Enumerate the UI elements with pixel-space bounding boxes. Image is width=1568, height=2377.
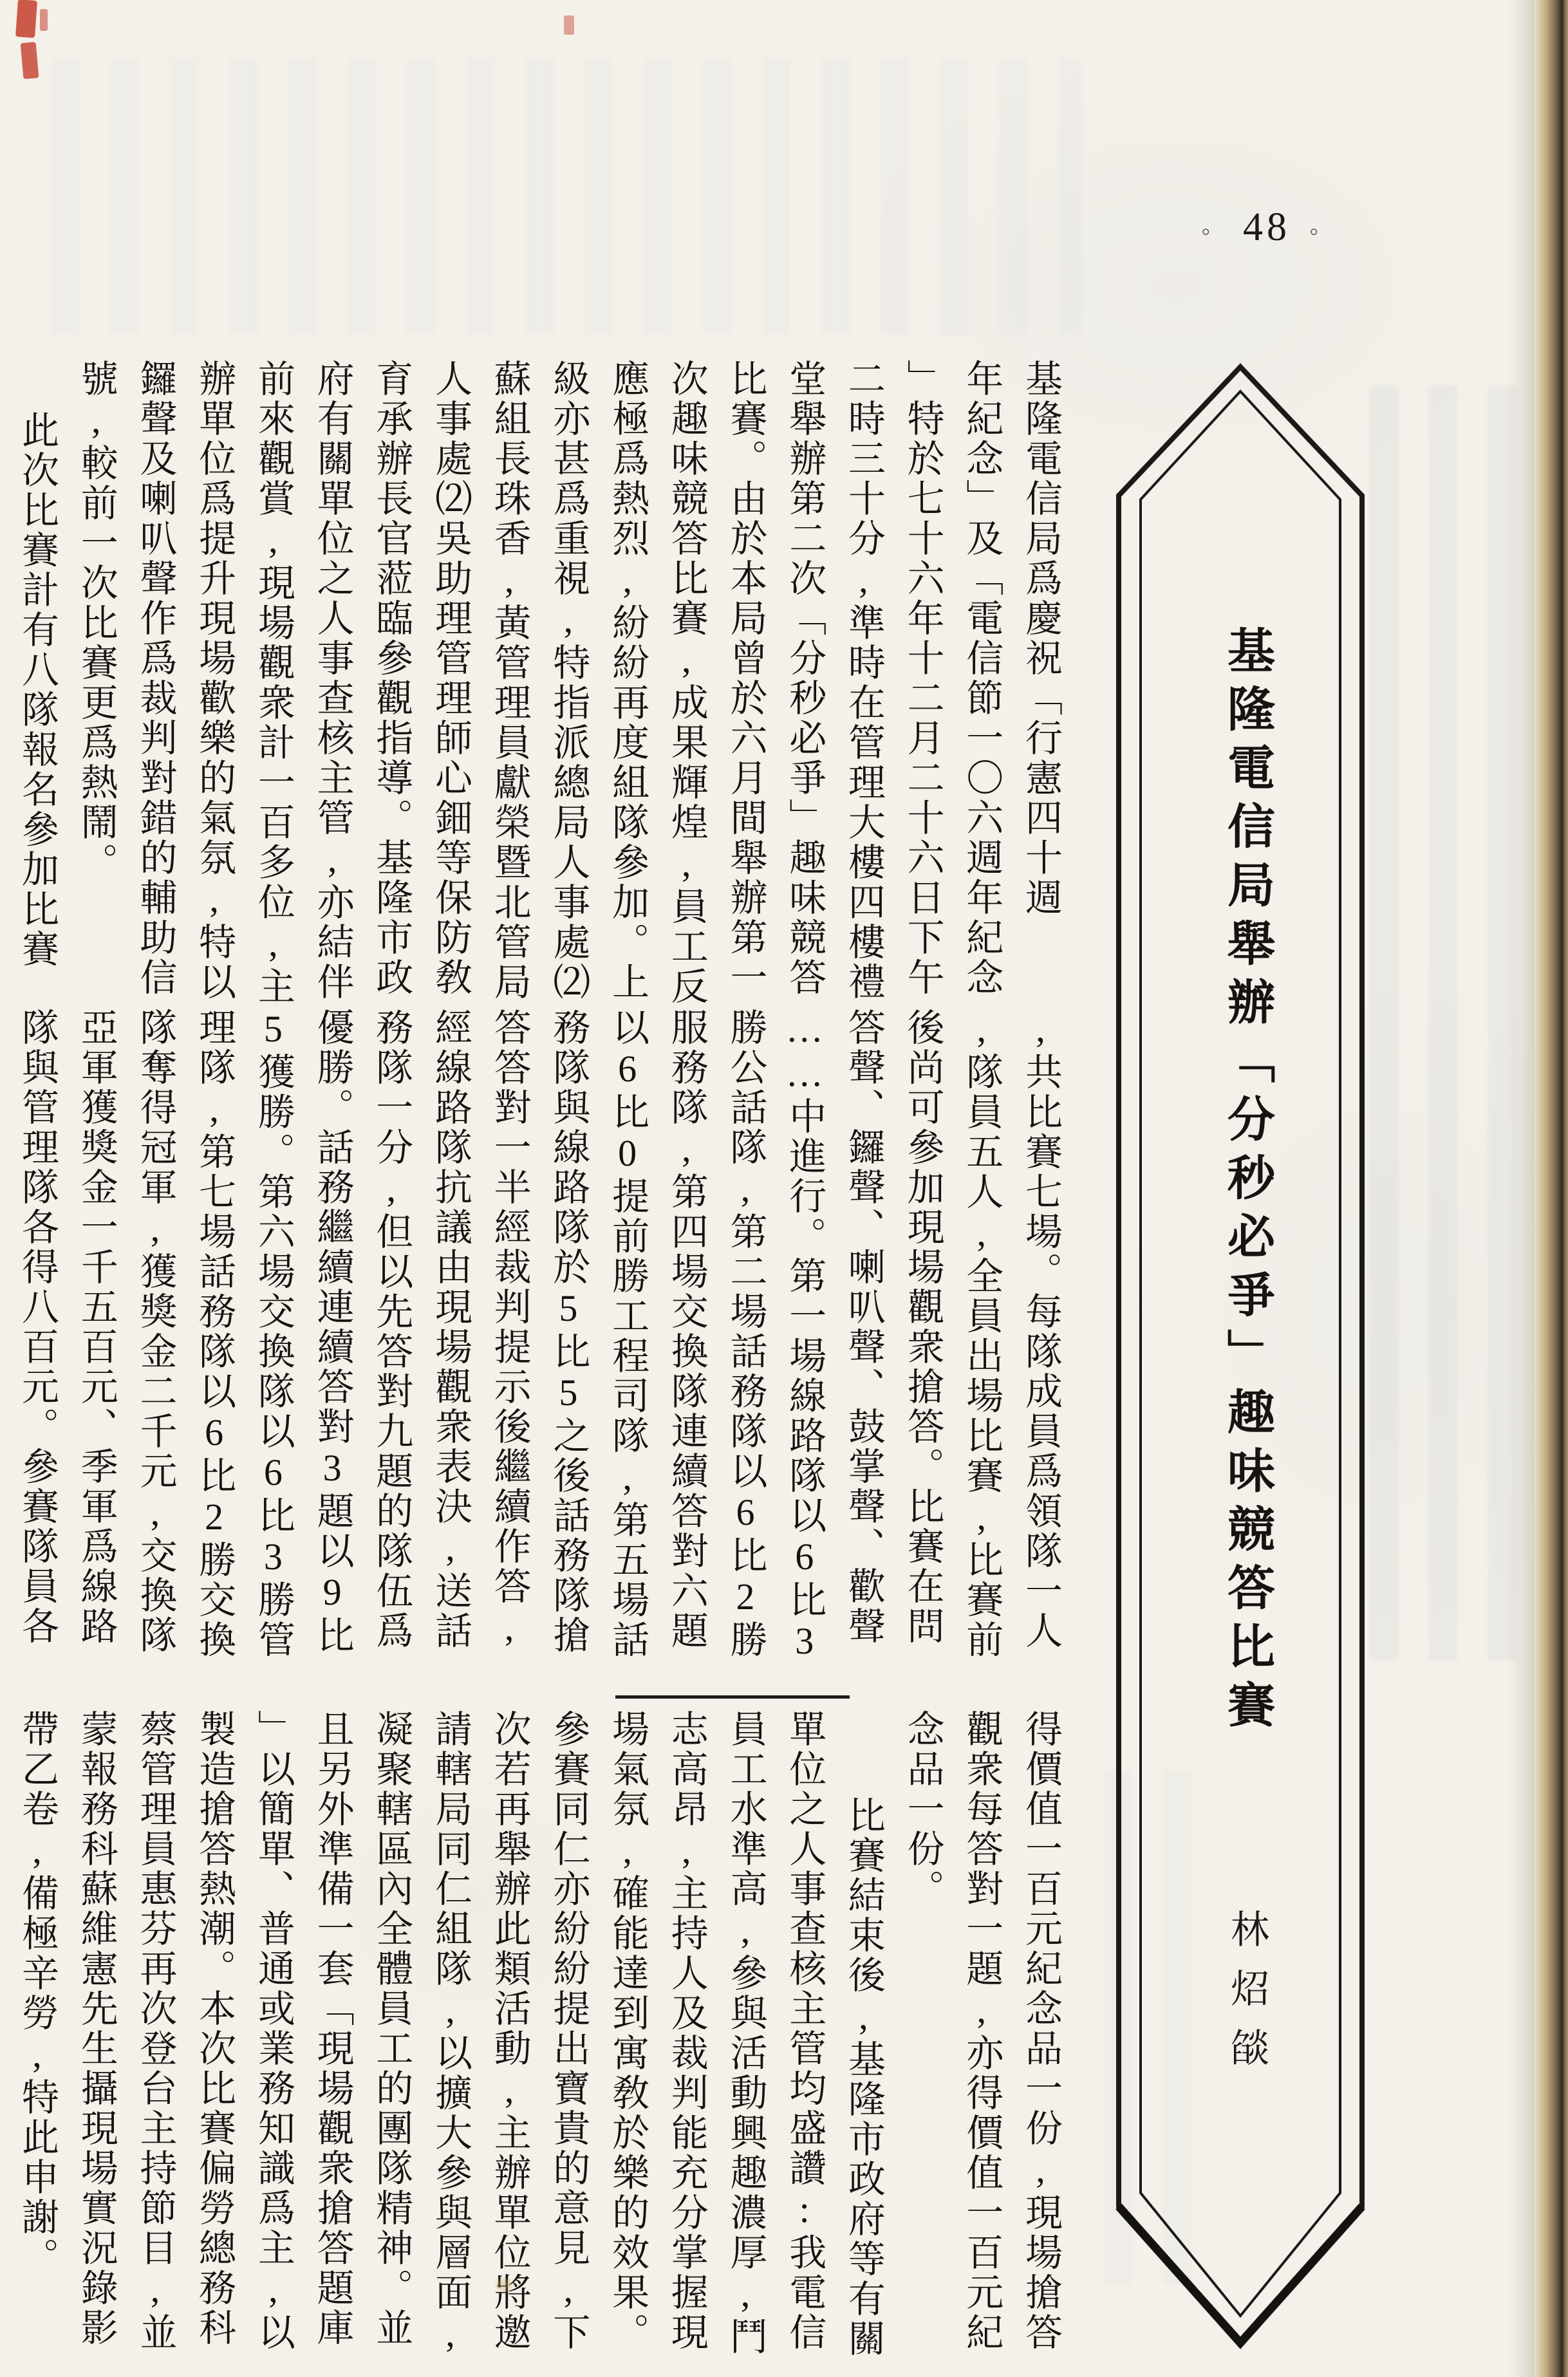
text-column: 後尚可參加現場觀衆搶答。比賽在問 [901, 1008, 944, 1646]
text-column: 比賽。由於本局曾於六月間舉辦第一 [724, 359, 767, 998]
text-column: 員工水準高,參與活動興趣濃厚,鬥 [724, 1710, 767, 2357]
text-column: 應極爲熱烈,紛紛再度組隊參加。上 [606, 359, 649, 1002]
red-ink-mark [564, 15, 574, 35]
text-column: 優勝。話務繼續連續答對3題以9比 [311, 1008, 353, 1655]
text-column: 年紀念」及「電信節一〇六週年紀念 [960, 359, 1003, 998]
red-ink-mark [40, 9, 48, 31]
text-column: 製造搶答熱潮。本次比賽偏勞總務科 [193, 1710, 236, 2348]
text-column: 辦單位爲提升現場歡樂的氣氛,特以 [193, 359, 236, 1002]
text-column: 」以簡單、普通或業務知識爲主,以 [252, 1710, 294, 2353]
text-column: 號,較前一次比賽更爲熱鬧。 [75, 359, 117, 882]
text-column: 服務隊,第四場交換隊連續答對六題 [665, 1008, 707, 1651]
text-column: 」特於七十六年十二月二十六日下午 [901, 359, 944, 998]
text-column: 念品一份。 [901, 1710, 944, 1909]
text-column: 蔡管理員惠芬再次登台主持節目,並 [134, 1710, 176, 2353]
text-column: 育承辦長官蒞臨參觀指導。基隆市政 [370, 359, 413, 998]
page-number-value: 48 [1243, 205, 1291, 249]
text-column: 務隊與線路隊於5比5之後話務隊搶 [547, 1008, 590, 1655]
text-column: 5獲勝。第六場交換隊以6比3勝管 [252, 1008, 294, 1660]
text-column: 且另外準備一套「現場觀衆搶答題庫 [311, 1710, 353, 2348]
red-ink-mark [15, 0, 37, 38]
text-column: 得價值一百元紀念品一份,現場搶答 [1020, 1710, 1061, 2353]
text-column: 隊奪得冠軍,獲獎金二千元,交換隊 [134, 1008, 176, 1655]
text-column: 凝聚轄區內全體員工的團隊精神。並 [370, 1710, 413, 2348]
text-column: 亞軍獲獎金一千五百元、季軍爲線路 [75, 1008, 117, 1646]
text-column: 次趣味競答比賽,成果輝煌,員工反 [665, 359, 707, 1007]
text-column: 府有關單位之人事查核主管,亦結伴 [311, 359, 353, 1002]
text-column: 請轄局同仁組隊,以擴大參與層面, [429, 1710, 471, 2357]
paper-stain [496, 2279, 512, 2291]
text-column: 場氣氛,確能達到寓敎於樂的效果。 [606, 1710, 649, 2353]
text-column: 人事處⑵吳助理管理師心鈿等保防敎 [429, 359, 471, 998]
text-column-paragraph-start: 此次比賽計有八隊報名參加比賽 [16, 411, 59, 969]
page-number [1183, 205, 1350, 250]
article-band-middle [6, 1008, 1070, 1689]
article-band-bottom [6, 1710, 1070, 2377]
red-ink-mark [21, 42, 39, 79]
text-column: 鑼聲及喇叭聲作爲裁判對錯的輔助信 [134, 359, 176, 998]
text-column: 級亦甚爲重視,特指派總局人事處⑵ [547, 359, 590, 1002]
author-name: 林炤燄 [1226, 1909, 1268, 2087]
text-column: 次若再舉辦此類活動,主辦單位將邀 [488, 1710, 530, 2353]
text-column: 堂舉辦第二次「分秒必爭」趣味競答 [783, 359, 826, 998]
article-title: 基隆電信局舉辦「分秒必爭」趣味競答比賽 [1220, 626, 1273, 1738]
text-column: 隊與管理隊各得八百元。參賽隊員各 [16, 1008, 59, 1646]
text-column: 務隊一分,但以先答對九題的隊伍爲 [370, 1008, 413, 1651]
text-column: 帶乙卷,備極辛勞,特此申謝。 [16, 1710, 59, 2277]
text-column: 志高昂,主持人及裁判能充分掌握現 [665, 1710, 707, 2353]
text-column: 蒙報務科蘇維憲先生攝現場實況錄影 [75, 1710, 117, 2348]
text-column: ……中進行。第一場線路隊以6比3 [783, 1008, 826, 1664]
text-column: 答聲、鑼聲、喇叭聲、鼓掌聲、歡聲 [842, 1008, 884, 1646]
ink-bleed-ghosting [51, 58, 1081, 335]
text-column: 基隆電信局爲慶祝「行憲四十週 [1020, 359, 1061, 918]
text-column: 蘇組長珠香,黃管理員獻榮暨北管局 [488, 359, 530, 1002]
text-column: ,隊員五人,全員出場比賽,比賽前 [960, 1008, 1003, 1660]
section-divider-line [615, 1695, 850, 1699]
text-column: 二時三十分,準時在管理大樓四樓禮 [842, 359, 884, 1002]
text-column: 觀衆每答對一題,亦得價值一百元紀 [960, 1710, 1003, 2353]
text-column: 勝公話隊,第二場話務隊以6比2勝 [724, 1008, 767, 1660]
text-column-paragraph-start: 比賽結束後,基隆市政府等有關 [842, 1796, 884, 2359]
book-edge-strip [1531, 0, 1568, 2377]
text-column: 答答對一半經裁判提示後繼續作答, [488, 1008, 530, 1651]
article-band-top [6, 359, 1070, 1007]
page-number-dot: 。 [1310, 214, 1332, 238]
text-column: ,共比賽七場。每隊成員爲領隊一人 [1020, 1008, 1061, 1651]
page-number-dot: 。 [1202, 214, 1224, 238]
text-column: 前來觀賞,現場觀衆計一百多位,主 [252, 359, 294, 1007]
text-column: 參賽同仁亦紛紛提出寶貴的意見,下 [547, 1710, 590, 2353]
text-column: 理隊,第七場話務隊以6比2勝交換 [193, 1008, 236, 1660]
text-column: 以6比0提前勝工程司隊,第五場話 [606, 1008, 649, 1660]
text-column: 單位之人事查核主管均盛讚:我電信 [783, 1710, 826, 2353]
text-column: 經線路隊抗議由現場觀衆表決,送話 [429, 1008, 471, 1651]
